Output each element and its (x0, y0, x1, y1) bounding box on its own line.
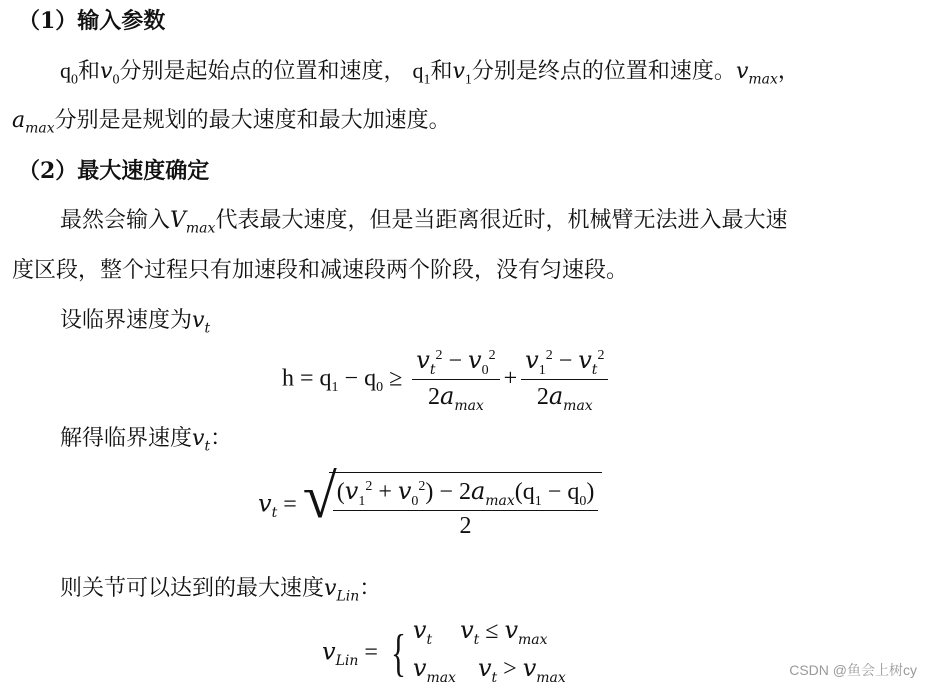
paragraph-critical-speed: 设临界速度为$v_t$ (60, 308, 211, 337)
fraction-1: $\frac{v_t^2 - v_0^2}{2a_{max}}$ (412, 346, 499, 414)
section-heading-2: （2）最大速度确定 (18, 158, 210, 184)
section-heading-1: （1）输入参数 (18, 8, 166, 34)
equation-vt-sqrt: $v_t$ = √ $\frac{(v_1^2 + v_0^2) - 2a_{max}(q_1 - q_0)}{2}$ (258, 472, 602, 540)
paragraph-max-speed-line2: 度区段，整个过程只有加速段和减速段两个阶段，没有匀速段。 (12, 258, 629, 283)
watermark: CSDN @鱼会上树cy (789, 662, 917, 678)
paragraph-max-speed-line1: 最然会输入$V_{max}$代表最大速度，但是当距离很近时，机械臂无法进入最大速 (60, 208, 788, 237)
sqrt-expression: √ $\frac{(v_1^2 + v_0^2) - 2a_{max}(q_1 - q_0)}{2}$ (303, 472, 603, 540)
paragraph-input-params-line2: $a_{max}$分别是是规划的最大速度和最大加速度。 (12, 108, 451, 137)
paragraph-solve-critical: 解得临界速度$v_t$： (60, 426, 233, 455)
equation-vlin-cases: $v_{Lin}$ = { $v_t$ $v_t \le v_{max}$ $v_{max}$ $v_t > v_{max}$ (322, 616, 566, 692)
paragraph-input-params-line1: $q_0$和$v_0$分别是起始点的位置和速度， $q_1$和$v_1$分别是终点的位置和速度。$v_{max}$， (60, 58, 800, 88)
cases-block: $v_t$ $v_t \le v_{max}$ $v_{max}$ $v_t > v_{max}$ (412, 616, 566, 686)
equation-h-inequality: $h = q_1 - q_0$ ≥ $\frac{v_t^2 - v_0^2}{2a_{max}}$ + $\frac{v_1^2 - v_t^2}{2a_{max}}$ (282, 346, 612, 414)
paragraph-joint-max-speed: 则关节可以达到的最大速度$v_{Lin}$： (60, 576, 382, 605)
fraction-3: $\frac{(v_1^2 + v_0^2) - 2a_{max}(q_1 - q_0)}{2}$ (333, 477, 599, 540)
fraction-2: $\frac{v_1^2 - v_t^2}{2a_{max}}$ (521, 346, 608, 414)
